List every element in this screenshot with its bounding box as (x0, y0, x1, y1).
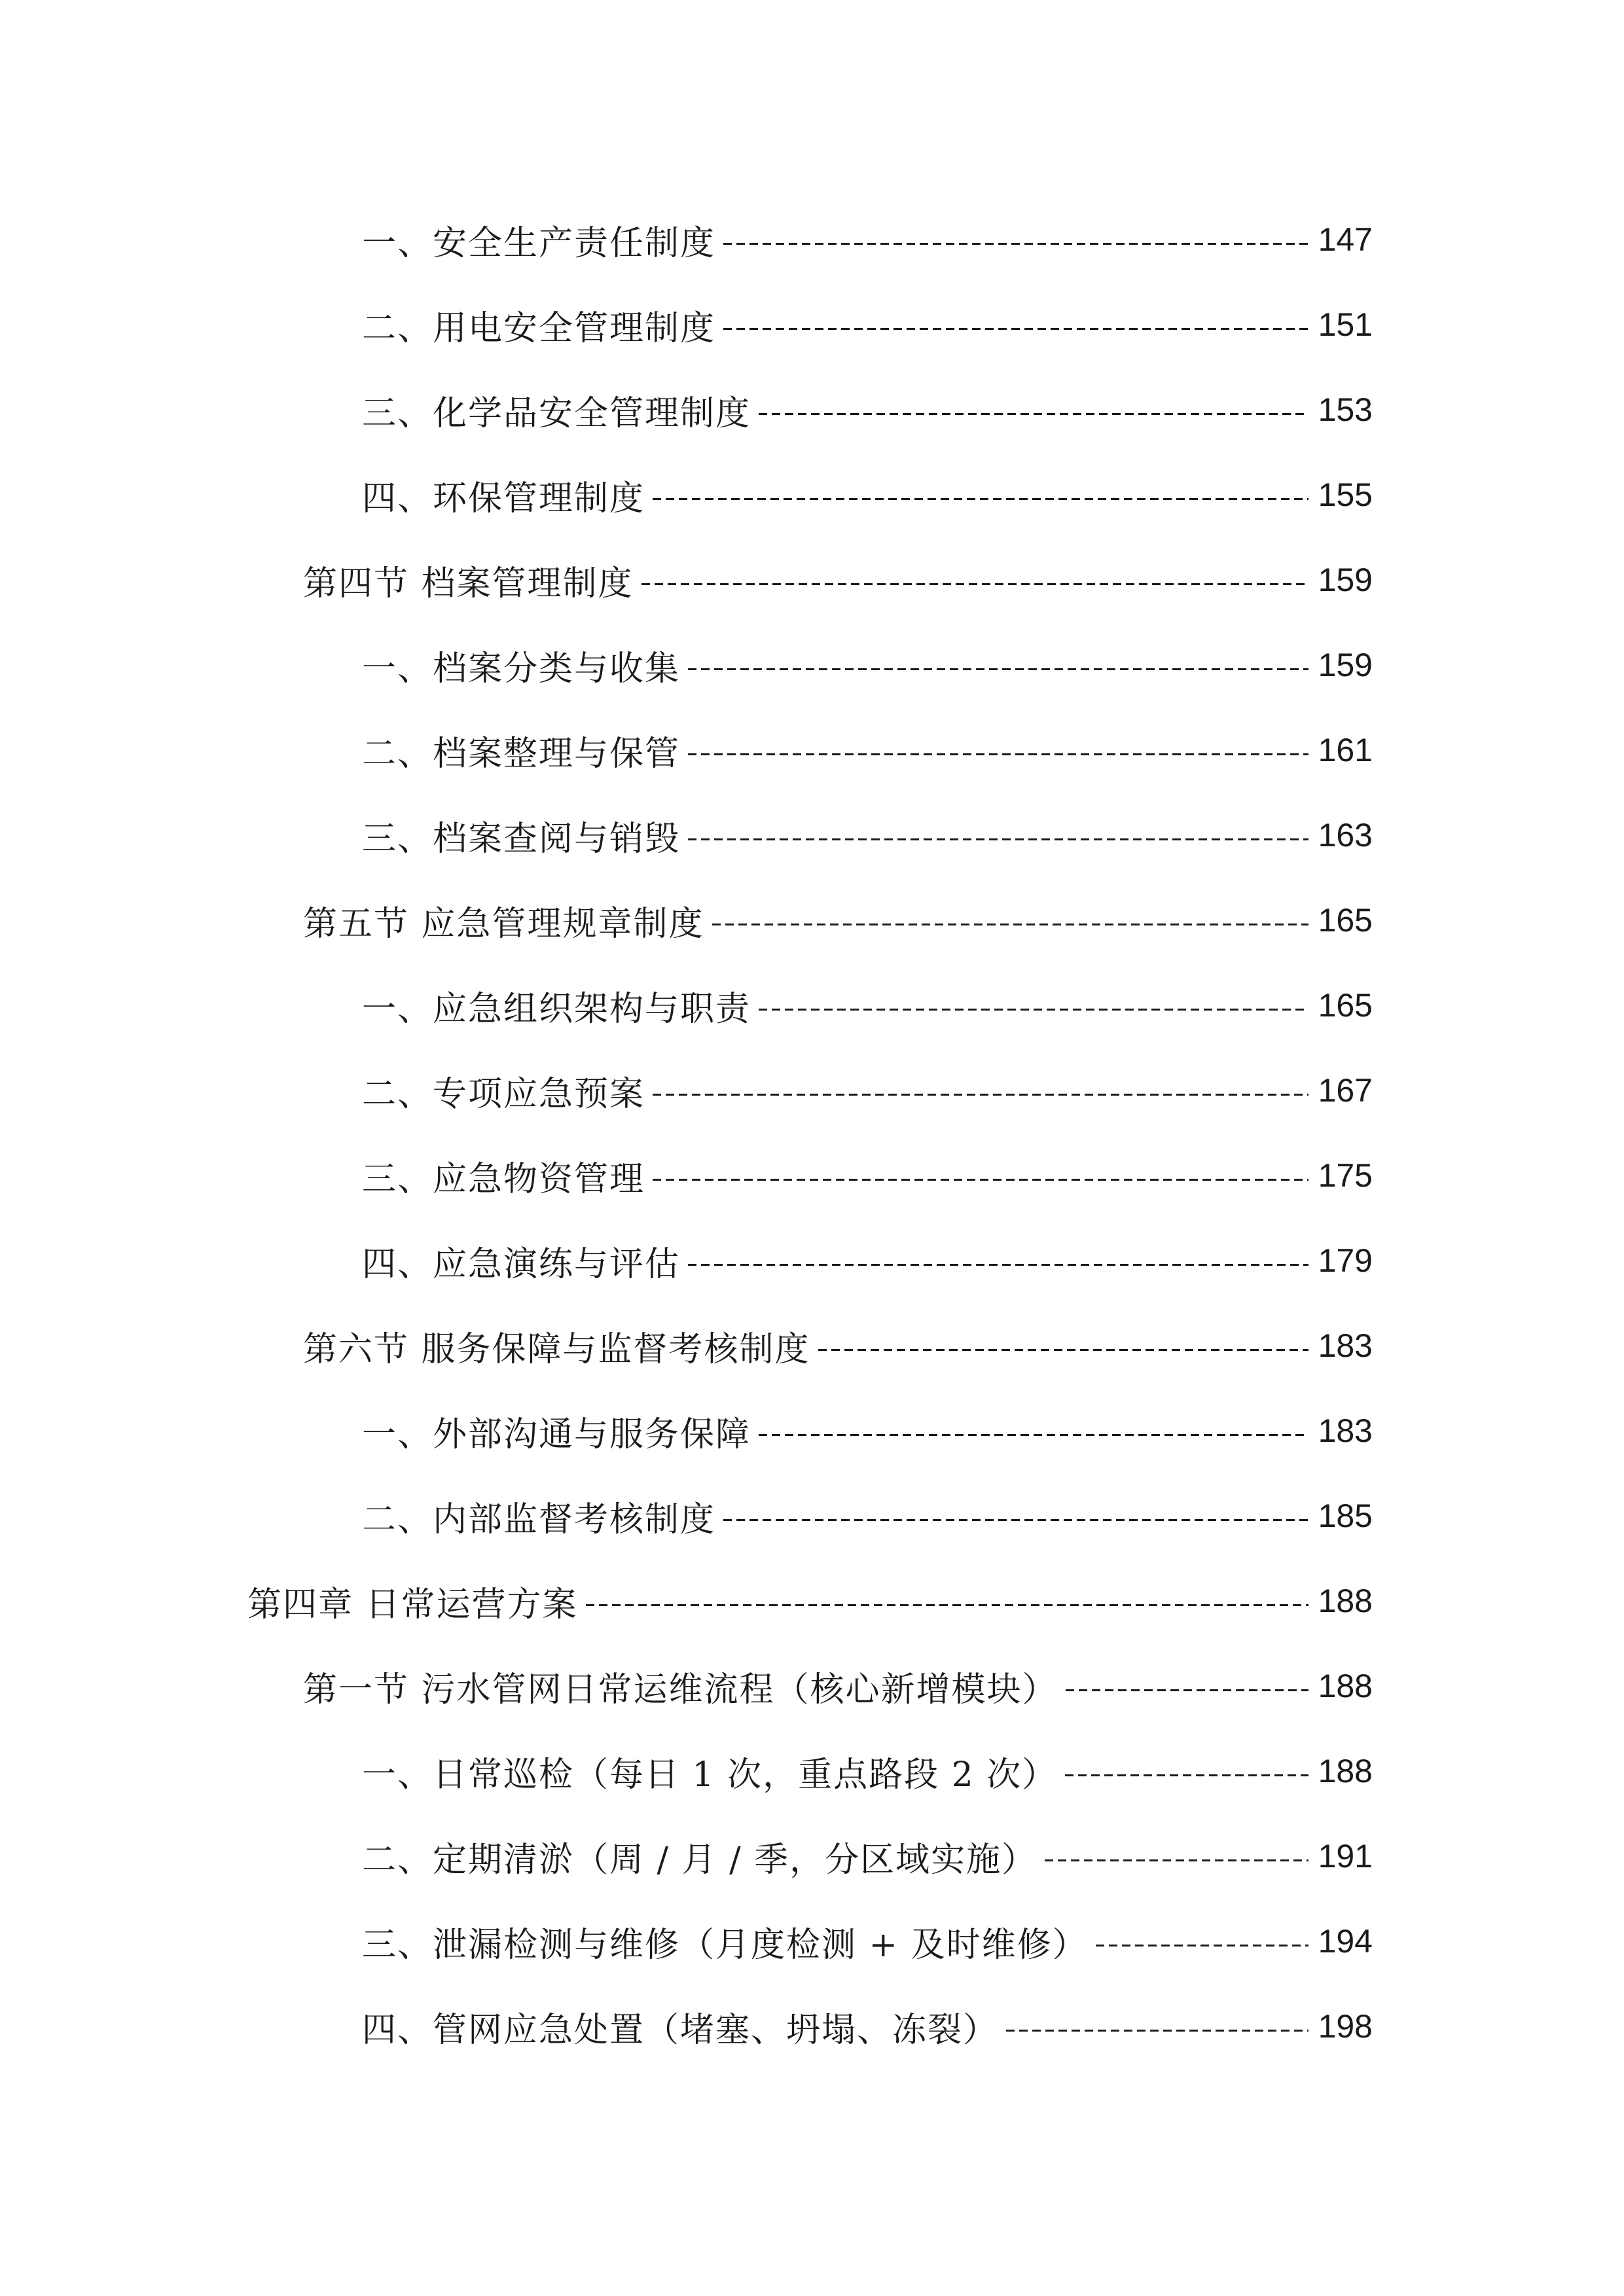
toc-page-number: 159 (1318, 647, 1373, 683)
toc-entry-title: 二、档案整理与保管 (362, 734, 681, 774)
toc-page-number: 153 (1318, 391, 1373, 428)
toc-entry-external-communication[interactable] (362, 1405, 1373, 1457)
toc-entry-title: 四、应急演练与评估 (362, 1244, 681, 1284)
toc-dot-leader (1065, 1774, 1308, 1776)
toc-entry-safety-responsibility[interactable] (362, 213, 1373, 266)
toc-entry-emergency-organization[interactable] (362, 979, 1373, 1031)
toc-dot-leader (653, 1094, 1308, 1096)
toc-dot-leader (759, 1009, 1308, 1011)
toc-page-number: 165 (1318, 987, 1373, 1024)
toc-dot-leader (712, 924, 1308, 925)
toc-entry-title: 二、用电安全管理制度 (362, 308, 716, 348)
toc-entry-title: 四、管网应急处置（堵塞、坍塌、冻裂） (362, 2010, 999, 2050)
toc-dot-leader (688, 1264, 1308, 1266)
toc-page-number: 147 (1318, 221, 1373, 258)
toc-entry-leak-detection[interactable] (362, 1915, 1373, 1967)
toc-entry-title: 第五节 应急管理规章制度 (303, 904, 704, 944)
toc-dot-leader (586, 1604, 1308, 1606)
toc-page-number: 179 (1318, 1242, 1373, 1279)
toc-entry-title: 一、档案分类与收集 (362, 649, 681, 689)
toc-entry-title: 二、专项应急预案 (362, 1074, 645, 1114)
toc-dot-leader (723, 1519, 1308, 1521)
toc-entry-archive-collection[interactable] (362, 639, 1373, 691)
toc-entry-title: 第四章 日常运营方案 (247, 1585, 578, 1624)
toc-entry-archive-storage[interactable] (362, 724, 1373, 776)
toc-entry-environmental[interactable] (362, 469, 1373, 521)
toc-dot-leader (653, 1179, 1308, 1181)
toc-entry-title: 三、泄漏检测与维修（月度检测 + 及时维修） (362, 1925, 1088, 1965)
toc-chapter-daily-operations[interactable] (247, 1575, 1373, 1627)
toc-page-number: 183 (1318, 1412, 1373, 1449)
toc-page-number: 191 (1318, 1838, 1373, 1874)
toc-section-sewer-maintenance[interactable] (303, 1660, 1373, 1712)
toc-dot-leader (759, 413, 1308, 415)
toc-dot-leader (688, 753, 1308, 755)
toc-page-number: 163 (1318, 817, 1373, 853)
toc-dot-leader (818, 1349, 1308, 1351)
toc-page-number: 194 (1318, 1923, 1373, 1960)
toc-entry-title: 二、内部监督考核制度 (362, 1499, 716, 1539)
toc-section-archives[interactable] (303, 554, 1373, 606)
toc-entry-title: 一、安全生产责任制度 (362, 223, 716, 263)
toc-entry-title: 一、日常巡检（每日 1 次，重点路段 2 次） (362, 1755, 1058, 1795)
toc-entry-chemical-safety[interactable] (362, 384, 1373, 436)
toc-entry-daily-inspection[interactable] (362, 1745, 1373, 1797)
toc-dot-leader (653, 498, 1308, 500)
toc-entry-emergency-supplies[interactable] (362, 1149, 1373, 1202)
toc-page-number: 161 (1318, 732, 1373, 768)
toc-entry-title: 第四节 档案管理制度 (303, 564, 634, 603)
toc-dot-leader (1066, 1689, 1308, 1691)
toc-page-number: 188 (1318, 1583, 1373, 1619)
toc-entry-emergency-drills[interactable] (362, 1234, 1373, 1287)
toc-entry-periodic-dredging[interactable] (362, 1830, 1373, 1882)
toc-page-number: 151 (1318, 306, 1373, 343)
toc-page-number: 165 (1318, 902, 1373, 939)
toc-entry-electricity-safety[interactable] (362, 298, 1373, 351)
toc-dot-leader (1045, 1859, 1308, 1861)
toc-entry-title: 三、档案查阅与销毁 (362, 819, 681, 859)
toc-page-number: 175 (1318, 1157, 1373, 1194)
toc-dot-leader (759, 1434, 1308, 1436)
toc-page-number: 159 (1318, 562, 1373, 598)
toc-page-number: 167 (1318, 1072, 1373, 1109)
toc-dot-leader (723, 328, 1308, 330)
toc-entry-title: 第六节 服务保障与监督考核制度 (303, 1329, 810, 1369)
toc-page-number: 198 (1318, 2008, 1373, 2045)
toc-dot-leader (688, 668, 1308, 670)
toc-page-number: 185 (1318, 1498, 1373, 1534)
toc-dot-leader (688, 838, 1308, 840)
toc-entry-title: 一、应急组织架构与职责 (362, 989, 751, 1029)
toc-entry-special-plans[interactable] (362, 1064, 1373, 1117)
toc-entry-title: 三、化学品安全管理制度 (362, 393, 751, 433)
toc-section-service-supervision[interactable] (303, 1319, 1373, 1372)
toc-entry-title: 第一节 污水管网日常运维流程（核心新增模块） (303, 1670, 1058, 1710)
toc-dot-leader (641, 583, 1308, 585)
toc-dot-leader (1096, 1945, 1308, 1946)
toc-dot-leader (1006, 2030, 1308, 2032)
toc-entry-internal-supervision[interactable] (362, 1490, 1373, 1542)
toc-page-number: 188 (1318, 1668, 1373, 1704)
toc-entry-title: 一、外部沟通与服务保障 (362, 1414, 751, 1454)
toc-dot-leader (723, 243, 1308, 245)
toc-entry-title: 三、应急物资管理 (362, 1159, 645, 1199)
toc-section-emergency[interactable] (303, 894, 1373, 946)
toc-entry-title: 二、定期清淤（周 / 月 / 季，分区域实施） (362, 1840, 1038, 1880)
toc-entry-archive-access[interactable] (362, 809, 1373, 861)
toc-page-number: 183 (1318, 1327, 1373, 1364)
toc-entry-pipe-emergency[interactable] (362, 2000, 1373, 2053)
toc-page-number: 155 (1318, 476, 1373, 513)
toc-page-number: 188 (1318, 1753, 1373, 1789)
toc-entry-title: 四、环保管理制度 (362, 478, 645, 518)
